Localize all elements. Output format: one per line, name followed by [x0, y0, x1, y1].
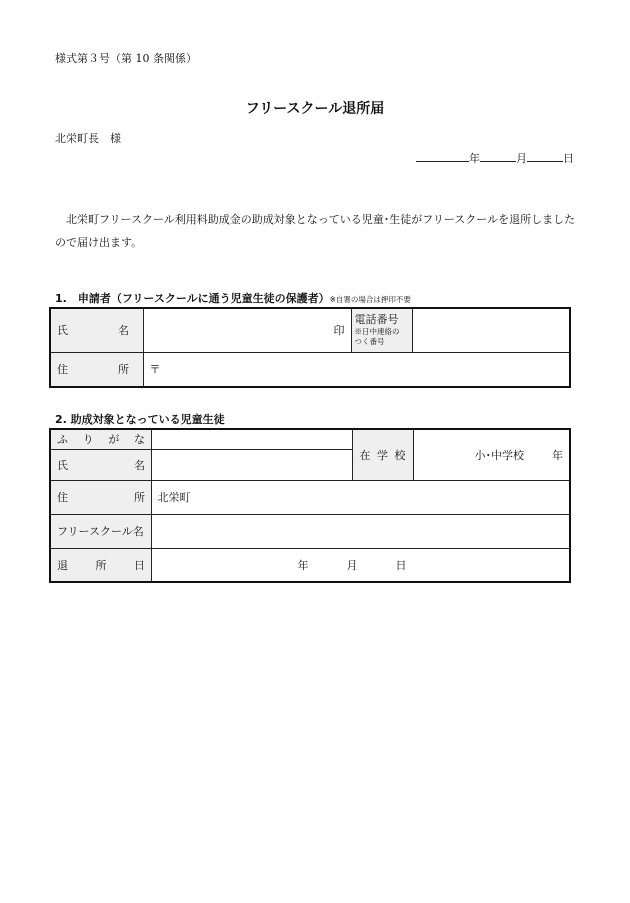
leave-date-field[interactable]: [151, 548, 570, 582]
applicant-address-field[interactable]: [143, 352, 570, 387]
section2-heading: 2. 助成対象となっている児童生徒: [55, 413, 225, 426]
seal-mark: 印: [333, 324, 345, 338]
submission-date: [416, 150, 574, 166]
tel-field[interactable]: [412, 308, 570, 352]
school-value: 小･中学校: [474, 448, 524, 462]
school-label: 在学校: [352, 429, 413, 480]
leave-date-label: 退所日: [50, 548, 151, 582]
postal-mark: 〒: [149, 363, 161, 377]
student-name-field[interactable]: [151, 449, 352, 480]
month-blank[interactable]: [480, 150, 516, 162]
furigana-field[interactable]: [151, 429, 352, 449]
section1-title: 1. 申請者（フリースクールに通う児童生徒の保護者）: [55, 292, 330, 305]
addressee: 北栄町長 様: [55, 132, 121, 145]
student-address-value: 北栄町: [157, 491, 191, 504]
student-address-label: 住 所: [50, 480, 151, 514]
freeschool-field[interactable]: [151, 514, 570, 548]
student-address-field[interactable]: [151, 480, 570, 514]
leave-day-unit: 日: [395, 558, 407, 572]
tel-label: [351, 308, 412, 352]
body-text: 北栄町フリースクール利用料助成金の助成対象となっている児童･生徒がフリースクールを退所しましたので届け出ます。: [55, 213, 576, 249]
leave-year-unit: 年: [297, 558, 309, 572]
month-unit: 月: [516, 152, 527, 165]
tel-note: ※日中連絡のつく番号: [354, 327, 400, 347]
furigana-label: ふりがな: [50, 429, 151, 449]
year-blank[interactable]: [416, 150, 469, 162]
applicant-name-field[interactable]: [143, 308, 351, 352]
student-name-label: 氏 名: [50, 449, 151, 480]
applicant-table: [49, 307, 571, 388]
day-blank[interactable]: [527, 150, 563, 162]
tel-label-text: 電話番号: [354, 313, 399, 327]
page-title: フリースクール退所届: [245, 101, 385, 117]
day-unit: 日: [563, 152, 574, 165]
freeschool-label: フリースクール名: [50, 514, 151, 548]
section1-heading: [55, 290, 411, 306]
student-table: [49, 428, 571, 583]
year-unit: 年: [469, 152, 480, 165]
leave-month-unit: 月: [346, 558, 358, 572]
applicant-name-label: 氏 名: [50, 308, 143, 352]
applicant-address-label: 住 所: [50, 352, 143, 387]
form-number: 様式第３号（第 10 条関係）: [55, 52, 197, 65]
section1-note: ※自署の場合は押印不要: [329, 295, 411, 304]
grade-suffix: 年: [552, 448, 563, 462]
school-field[interactable]: [413, 429, 570, 480]
